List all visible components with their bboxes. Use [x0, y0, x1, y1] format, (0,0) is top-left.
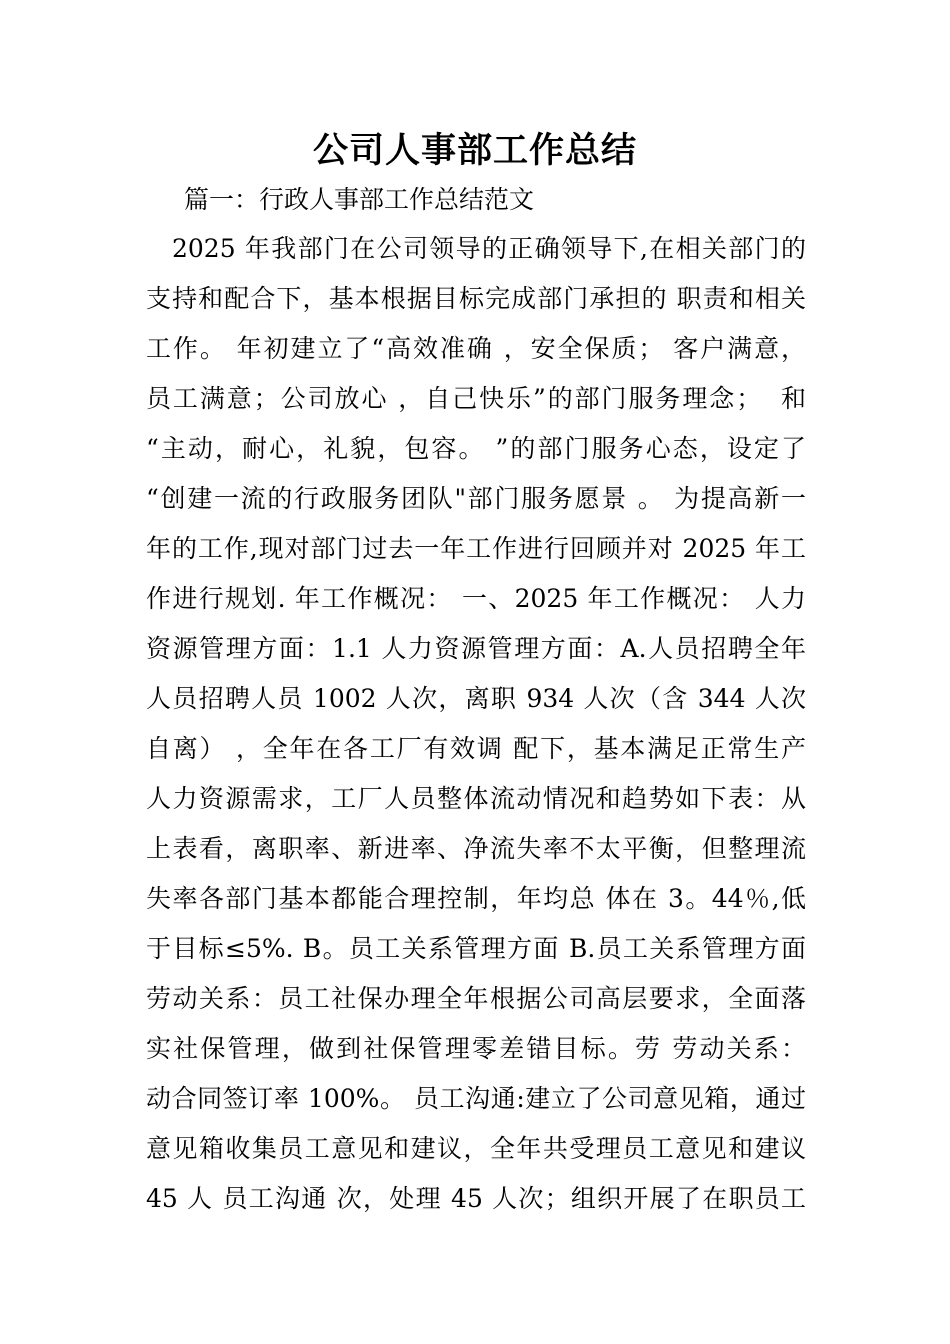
body-line: 失率各部门基本都能合理控制，年均总 体在 3。44％,低 — [146, 884, 806, 913]
body-line: 2025 年我部门在公司领导的正确领导下,在相关部门的 — [172, 234, 806, 263]
body-line: 于目标≤5%. B。员工关系管理方面 B.员工关系管理方面 — [146, 934, 806, 963]
body-line: 上表看，离职率、新进率、净流失率不太平衡，但整理流 — [146, 834, 806, 863]
body-line: 支持和配合下，基本根据目标完成部门承担的 职责和相关 — [146, 284, 806, 313]
body-line: “主动，耐心，礼貌，包容。 ”的部门服务心态，设定了 — [146, 434, 806, 463]
body-line: 实社保管理，做到社保管理零差错目标。劳 劳动关系： — [146, 1034, 806, 1063]
body-line: “创建一流的行政服务团队"部门服务愿景 。 为提高新一 — [146, 484, 806, 513]
body-line: 员工满意；公司放心 ，自己快乐”的部门服务理念； 和 — [146, 384, 806, 413]
body-line: 人力资源需求，工厂人员整体流动情况和趋势如下表：从 — [146, 784, 806, 813]
document-title: 公司人事部工作总结 — [312, 130, 637, 171]
body-line: 工作。 年初建立了“高效准确 ，安全保质； 客户满意， — [146, 334, 806, 363]
body-line: 人员招聘人员 1002 人次，离职 934 人次（含 344 人次 — [146, 684, 806, 713]
body-line: 45 人 员工沟通 次，处理 45 人次；组织开展了在职员工 — [146, 1184, 806, 1213]
body-line: 意见箱收集员工意见和建议，全年共受理员工意见和建议 — [146, 1134, 806, 1163]
body-line: 动合同签订率 100%。 员工沟通:建立了公司意见箱，通过 — [146, 1084, 806, 1113]
body-line: 作进行规划. 年工作概况： 一、2025 年工作概况： 人力 — [146, 584, 806, 613]
body-line: 劳动关系：员工社保办理全年根据公司高层要求，全面落 — [146, 984, 806, 1013]
body-line: 自离） ，全年在各工厂有效调 配下，基本满足正常生产 — [146, 734, 806, 763]
body-line: 资源管理方面：1.1 人力资源管理方面：A.人员招聘全年 — [146, 634, 806, 663]
document-subtitle: 篇一：行政人事部工作总结范文 — [184, 185, 535, 214]
body-line: 年的工作,现对部门过去一年工作进行回顾并对 2025 年工 — [146, 534, 806, 563]
